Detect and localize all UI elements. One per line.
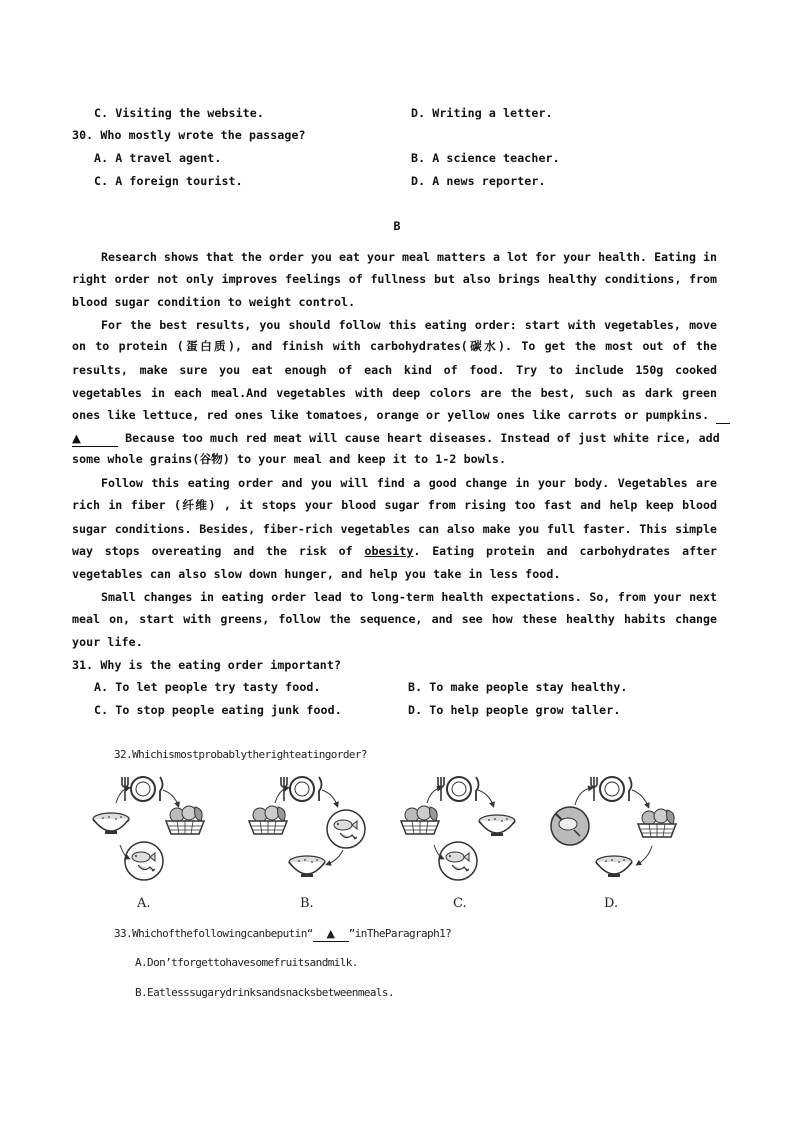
q31-option-a: A. To let people try tasty food. bbox=[94, 680, 321, 694]
p4-line3: your life. bbox=[72, 635, 143, 649]
q33-option-a: A.Don’tforgettohavesomefruitsandmilk. bbox=[135, 956, 358, 969]
q30-option-c: C. A foreign tourist. bbox=[94, 174, 243, 188]
chinese-gloss: 纤维 bbox=[180, 498, 209, 512]
q32-label-d: D. bbox=[604, 896, 619, 911]
p1-line3: blood sugar condition to weight control. bbox=[72, 295, 356, 309]
q29-option-d: D. Writing a letter. bbox=[411, 106, 553, 120]
p2-line6: ▲ Because too much red meat will cause heart diseases. Instead of just white rice, add bbox=[72, 431, 720, 445]
option-c-figure bbox=[401, 777, 515, 880]
chinese-gloss: 蛋白质 bbox=[183, 339, 228, 353]
option-a-figure bbox=[93, 777, 204, 880]
q32-label-a: A. bbox=[137, 896, 151, 911]
p3-line5: vegetables can also slow down hunger, and help you take in less food. bbox=[72, 567, 561, 581]
chinese-gloss: 碳水 bbox=[467, 339, 499, 353]
q32-question: 32.Whichismostprobablytherighteatingorder? bbox=[114, 748, 367, 761]
q30-question: 30. Who mostly wrote the passage? bbox=[72, 128, 306, 142]
p2-line7: some whole grains(谷物) to your meal and keep it to 1-2 bowls. bbox=[72, 452, 507, 466]
option-d-figure bbox=[551, 777, 676, 877]
option-b-figure bbox=[249, 777, 365, 877]
answer-blank: ▲ bbox=[72, 430, 118, 447]
q30-option-a: A. A travel agent. bbox=[94, 151, 222, 165]
q30-option-b: B. A science teacher. bbox=[411, 151, 560, 165]
p3-line2: rich in fiber (纤维) , it stops your blood sugar from rising too fast and help keep blood bbox=[72, 498, 717, 512]
p4-line2: meal on, start with greens, follow the sequence, and see how these healthy habits change bbox=[72, 612, 717, 626]
q31-question: 31. Why is the eating order important? bbox=[72, 658, 342, 672]
q31-option-d: D. To help people grow taller. bbox=[408, 703, 621, 717]
q31-option-c: C. To stop people eating junk food. bbox=[94, 703, 342, 717]
chinese-gloss: 谷物 bbox=[199, 452, 223, 466]
p2-line5: ones like lettuce, red ones like tomatoes, orange or yellow ones like carrots or pumpkins. bbox=[72, 407, 730, 424]
p1-line1: Research shows that the order you eat your meal matters a lot for your health. Eating in bbox=[101, 250, 717, 264]
q31-option-b: B. To make people stay healthy. bbox=[408, 680, 628, 694]
p3-line3: sugar conditions. Besides, fiber-rich vegetables can also make you full faster. This simple bbox=[72, 522, 717, 536]
q33-question: 33.Whichofthefollowingcanbeputin“ ▲ ”inTheParagraph1? bbox=[114, 927, 452, 940]
underlined-word: obesity bbox=[364, 544, 414, 558]
answer-blank: ▲ bbox=[313, 927, 349, 942]
q32-label-b: B. bbox=[300, 896, 314, 911]
q29-option-c: C. Visiting the website. bbox=[94, 106, 264, 120]
q30-option-d: D. A news reporter. bbox=[411, 174, 546, 188]
p3-line4: way stops overeating and the risk of obesity. Eating protein and carbohydrates after bbox=[72, 544, 718, 558]
section-title: B bbox=[393, 219, 401, 233]
p1-line2: right order not only improves feelings of fullness but also brings healthy conditions, from bbox=[72, 272, 717, 286]
p2-line1: For the best results, you should follow this eating order: start with vegetables, move bbox=[101, 318, 717, 332]
q32-label-c: C. bbox=[453, 896, 467, 911]
p3-line1: Follow this eating order and you will find a good change in your body. Vegetables are bbox=[101, 476, 717, 490]
p4-line1: Small changes in eating order lead to long-term health expectations. So, from your next bbox=[101, 590, 717, 604]
q33-option-b: B.Eatlesssugarydrinksandsnacksbetweenmeals. bbox=[135, 986, 394, 999]
p2-line2: on to protein (蛋白质), and finish with carbohydrates(碳水). To get the most out of the bbox=[72, 339, 717, 353]
p2-line3: results, make sure you eat enough of each kind of food. Try to include 150g cooked bbox=[72, 363, 717, 377]
p2-line4: vegetables in each meal.And vegetables with deep colors are the best, such as dark green bbox=[72, 386, 717, 400]
